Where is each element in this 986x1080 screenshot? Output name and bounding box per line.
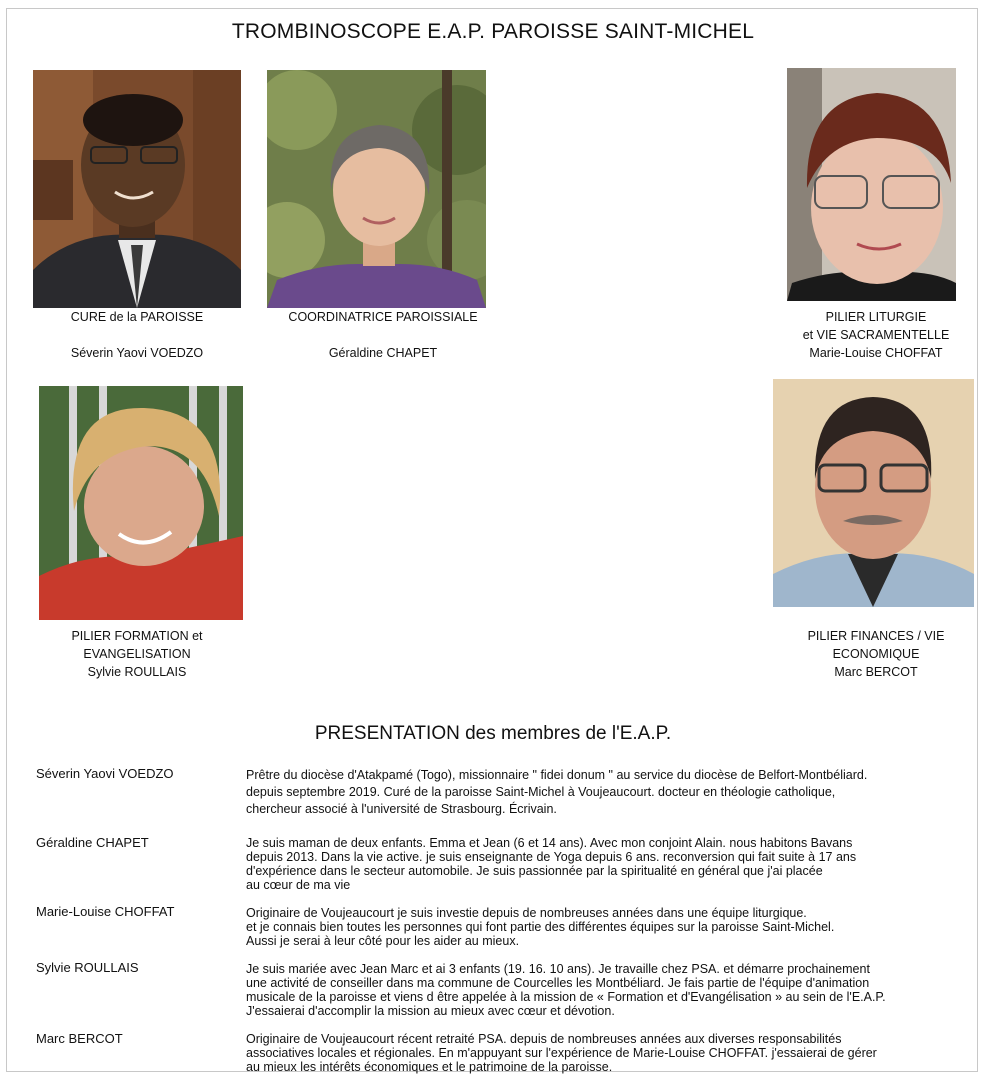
presentation-line: associatives locales et régionales. En m'appuyant sur l'expérience de Marie-Louise CHOFFAT. j'essaierai de gérer: [246, 1046, 877, 1060]
presentation-name: Géraldine CHAPET: [36, 835, 149, 850]
presentation-line: au mieux les intérêts économiques et le patrimoine de la paroisse.: [246, 1060, 613, 1074]
presentation-line: et je connais bien toutes les personnes qui font partie des différentes équipes sur la paroisse Saint-Michel.: [246, 920, 835, 934]
member-caption-bercot: [786, 627, 966, 681]
member-role: PILIER FORMATION et: [71, 629, 203, 643]
presentation-line: musicale de la paroisse et viens d être appelée à la mission de « Formation et d'Evangélisation » au sein de l'E.A.P.: [246, 990, 886, 1004]
presentation-line: Aussi je serai à leur côté pour les aider au mieux.: [246, 934, 520, 948]
member-caption-roullais: [40, 627, 234, 681]
member-name: Marie-Louise CHOFFAT: [809, 346, 943, 360]
presentation-line: au cœur de ma vie: [246, 878, 351, 892]
member-role: PILIER FINANCES / VIE: [807, 629, 945, 643]
presentation-name: Marc BERCOT: [36, 1031, 123, 1046]
member-role: et VIE SACRAMENTELLE: [802, 328, 950, 342]
member-name: Séverin Yaovi VOEDZO: [70, 346, 204, 360]
member-caption-chapet: [270, 308, 496, 362]
page-title: TROMBINOSCOPE E.A.P. PAROISSE SAINT-MICHEL: [231, 20, 755, 43]
member-caption-voedzo: [40, 308, 234, 362]
presentation-line: Je suis maman de deux enfants. Emma et Jean (6 et 14 ans). Avec mon conjoint Alain. nous habitons Bavans: [246, 836, 853, 850]
presentation-name: Sylvie ROULLAIS: [36, 960, 139, 975]
presentation-line: Prêtre du diocèse d'Atakpamé (Togo), missionnaire " fidei donum " au service du diocèse de Belfort-Montbéliard.: [246, 768, 868, 782]
member-role-spacer: [40, 326, 234, 344]
presentation-line: Originaire de Voujeaucourt récent retraité PSA. depuis de nombreuses années aux diverses responsabilités: [246, 1032, 842, 1046]
presentation-text: [246, 1032, 946, 1074]
portrait-photo-choffat: [787, 68, 956, 301]
presentation-name: Séverin Yaovi VOEDZO: [36, 766, 174, 781]
presentation-line: depuis septembre 2019. Curé de la paroisse Saint-Michel à Voujeaucourt. docteur en théologie catholique,: [246, 785, 836, 799]
member-name: Géraldine CHAPET: [328, 346, 438, 360]
member-name: Sylvie ROULLAIS: [87, 665, 187, 679]
presentation-line: Je suis mariée avec Jean Marc et ai 3 enfants (19. 16. 10 ans). Je travaille chez PSA. et démarre prochainement: [246, 962, 870, 976]
presentation-line: une activité de conseiller dans ma commune de Courcelles les Montbéliard. Je fais partie de l'équipe d'animation: [246, 976, 870, 990]
portrait-photo-chapet: [267, 70, 486, 308]
presentation-line: chercheur associé à l'université de Strasbourg. Écrivain.: [246, 802, 557, 816]
presentation-text: [246, 836, 946, 892]
member-name: Marc BERCOT: [834, 665, 918, 679]
presentation-text: [246, 962, 946, 1018]
member-role: ECONOMIQUE: [832, 647, 920, 661]
member-role: COORDINATRICE PAROISSIALE: [288, 310, 478, 324]
member-role-spacer: [270, 326, 496, 344]
presentation-line: d'expérience dans le secteur automobile. Je suis passionnée par la spiritualité en général que j'ai placée: [246, 864, 823, 878]
presentation-line: depuis 2013. Dans la vie active. je suis enseignante de Yoga depuis 6 ans. reconversion qui fait suite à 17 ans: [246, 850, 857, 864]
member-caption-choffat: [786, 308, 966, 362]
member-role: PILIER LITURGIE: [825, 310, 927, 324]
portrait-photo-bercot: [773, 379, 974, 607]
presentation-line: Originaire de Voujeaucourt je suis investie depuis de nombreuses années dans une équipe liturgique.: [246, 906, 807, 920]
presentation-line: J'essaierai d'accomplir la mission au mieux avec cœur et dévotion.: [246, 1004, 615, 1018]
presentation-text: [246, 906, 946, 948]
section-title: PRESENTATION des membres de l'E.A.P.: [314, 723, 672, 744]
presentation-name: Marie-Louise CHOFFAT: [36, 904, 175, 919]
member-role: EVANGELISATION: [83, 647, 191, 661]
member-role: CURE de la PAROISSE: [70, 310, 204, 324]
presentation-text: [246, 767, 946, 818]
portrait-photo-roullais: [39, 386, 243, 620]
portrait-photo-voedzo: [33, 70, 241, 308]
